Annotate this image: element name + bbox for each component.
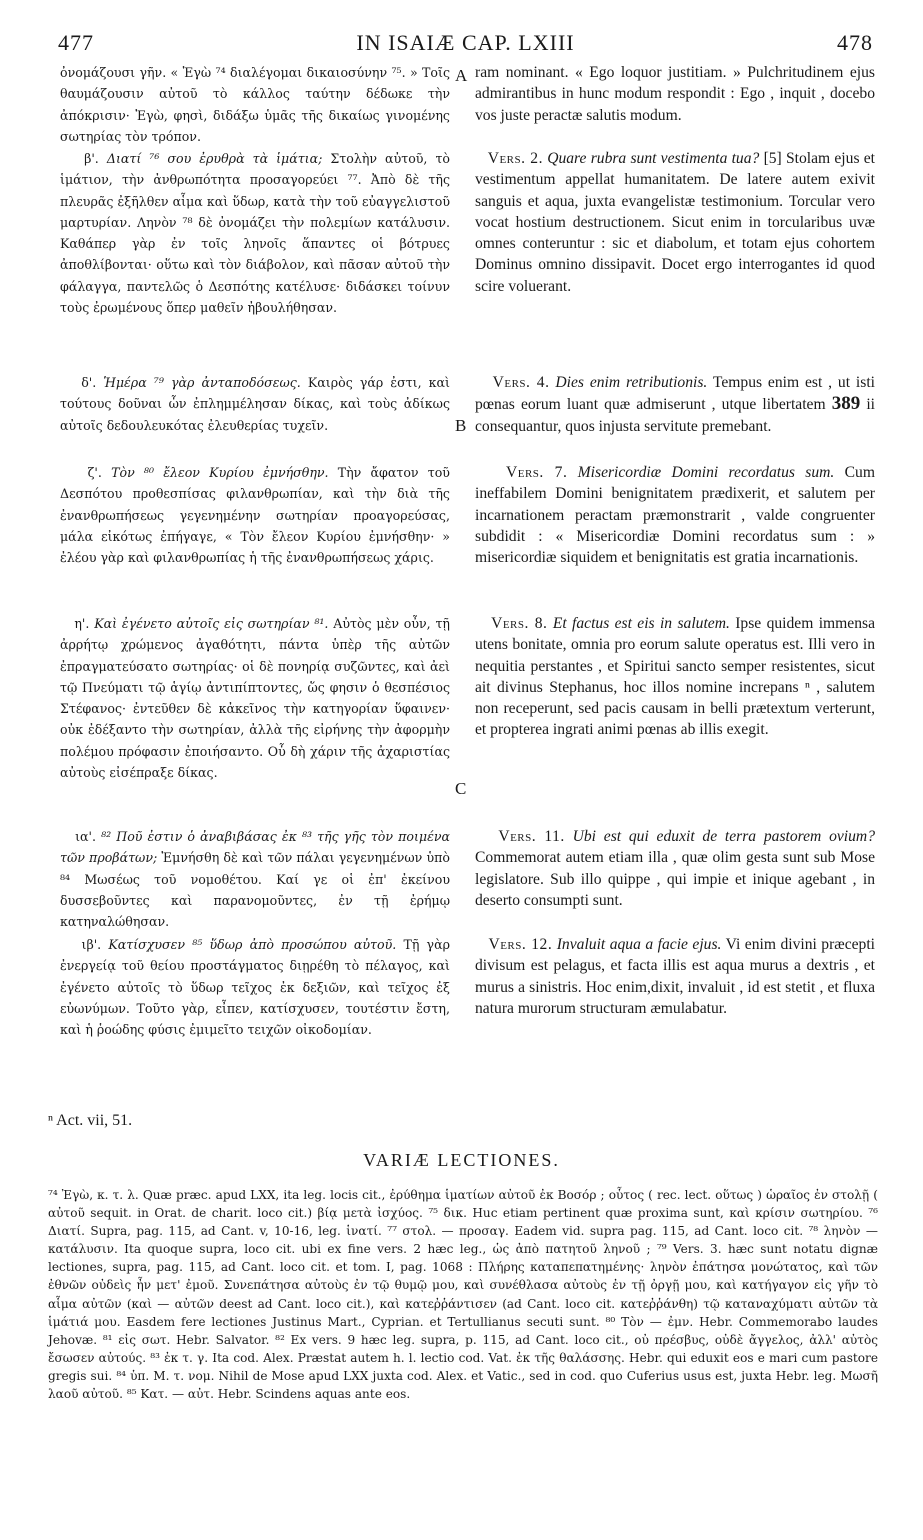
greek-paragraph-4: ζ'. Τὸν ⁸⁰ ἔλεον Κυρίου ἐμνήσθην. Τὴν ἄφατον τοῦ Δεσπότου προθεσπίσας φιλανθρωπίαν, καὶ τὴν διὰ τῆς ἐνανθρωπήσεως γεγενημένην σωτηρίαν προαγορεύσας, μάλα εἰκότως ἐπήγαγε, « Τὸν ἔλεον Κυρίου ἐμνήσθην· » ἐλέου γὰρ καὶ φιλανθρωπίας ἡ τῆς ἐνανθρωπήσεως χάρις. [60, 465, 450, 566]
greek-paragraph-1: ὀνομάζουσι γῆν. « Ἐγὼ ⁷⁴ διαλέγομαι δικαιοσύνην ⁷⁵. » Τοῖς θαυμάζουσιν αὐτοῦ τὸ κάλλος ταύτην δέδωκε τὴν ἀπόκρισιν· Ἐγὼ, φησὶ, διδάξω ὑμᾶς τῆς δικαίως γινομένης σωτηρίας τὸν τρόπον. [60, 65, 450, 144]
latin-paragraph-3: Vers. 4. Dies enim retributionis. Tempus enim est , ut isti pœnas eorum luant quæ admiserunt , utque libertatem 389 ii consequantur, quos injusta servitute premebant. [475, 374, 875, 435]
page-number-right: 478 [837, 30, 873, 55]
verse-label: Vers. 2. [487, 150, 543, 167]
latin-paragraph-2: Vers. 2. Quare rubra sunt vestimenta tua? [5] Stolam ejus et vestimentum appellat humanitatem. De latere autem exivit sanguis et aqua, juxta evangelistæ testimonium. Torcular vero vocat hostium destructionem. Sicut enim in torcularibus uvæ omnes conteruntur : sic et diabolum, et totam ejus cohortem Dominus omnino dissipavit. Docet ergo interrogantes id quod scire voluerant. [475, 150, 875, 295]
verse-label: Vers. 8. [491, 615, 548, 632]
page-title: IN ISAIÆ CAP. LXIII [356, 30, 575, 55]
lemma: Et factus est eis in salutem. [552, 615, 730, 632]
lemma: Dies enim retributionis. [555, 374, 708, 391]
migne-column-number: 389 [831, 393, 861, 415]
greek-paragraph-3: δ'. Ἡμέρα ⁷⁹ γὰρ ἀνταποδόσεως. Καιρὸς γάρ ἐστι, καὶ τούτους δοῦναι ὧν ἐπλημμέλησαν δίκας, καὶ τοὺς ἀδίκως αὐτοῖς δεδουλευκότας ἐλευθερίας τυχεῖν. [60, 375, 450, 433]
variae-lectiones-text: ⁷⁴ Ἐγὼ, κ. τ. λ. Quæ præc. apud LXX, ita leg. locis cit., ἐρύθημα ἱματίων αὐτοῦ ἐκ Βοσόρ ; οὗτος ( rec. lect. οὕτως ) ὡραῖος ἐν στολῇ ( αὐτοῦ sequit. in Orat. de charit. loco cit.) βίᾳ μετὰ ἰσχύος. ⁷⁵ δικ. Huc etiam pertinent quæ proxima sunt, καὶ κρίσιν σωτηρίου. ⁷⁶ Διατί. Supra, pag. 115, ad Cant. v, 10-16, leg. ἱνατί. ⁷⁷ στολ. — προσαγ. Eadem vid. supra pag. 115, ad Cant. loco cit. ⁷⁸ ληνὸν — κατάλυσιν. Ita quoque supra, loco cit. ubi ex fine vers. 2 hæc leg., ὡς ἀπὸ πατητοῦ ληνοῦ ; ⁷⁹ Vers. 3. hæc sunt notatu dignæ lectiones, supra, pag. 115, ad Cant. loco cit. et tom. I, pag. 1068 : Πλήρης καταπεπατημένης· ληνὸν ἐπάτησα μονώτατος, καὶ τῶν ἐθνῶν οὐδεὶς ἦν μετ' ἐμοῦ. Συνεπάτησα αὐτοὺς ἐν τῷ θυμῷ μου, καὶ συνέθλασα αὐτοὺς ἐν τῇ ὀργῇ μου, καὶ κατήγαγον εἰς γῆν τὸ αἷμα αὐτῶν (καὶ — αὐτῶν deest ad Cant. loco cit.), καὶ κατεῤῥάντισεν (ad Cant. loco cit. κατεῤῥάνθη) τῷ καταναχύματι αὐτῶν τὰ ἱμάτιά μου. Easdem fere lectiones Justinus Mart., Cyprian. et Tertullianus secuti sunt. ⁸⁰ Τὸν — ἐμν. Hebr. Commemorabo laudes Jehovæ. ⁸¹ εἰς σωτ. Hebr. Salvator. ⁸² Ex vers. 9 hæc leg. supra, p. 115, ad Cant. loco cit., οὐ πρέσβυς, οὐδὲ ἄγγελος, ἀλλ' αὐτὸς ἔσωσεν αὐτούς. ⁸³ ἐκ τ. γ. Ita cod. Alex. Præstat autem h. l. lectio cod. Vat. ἐκ τῆς θαλάσσης. Hebr. qui eduxit eos e mari cum pastore gregis sui. ⁸⁴ ὑπ. Μ. τ. νομ. Nihil de Mose apud LXX juxta cod. Alex. et Vatic., sed in cod. quo Cuferius usus est, juxta Hebr. leg. Μωσῆ λαοῦ αὐτοῦ. ⁸⁵ Κατ. — αὐτ. Hebr. Scindens aquas ante eos. [48, 1188, 878, 1402]
verse-label: Vers. 11. [498, 828, 565, 845]
lemma: Κατίσχυσεν ⁸⁵ ὕδωρ ἀπὸ προσώπου αὐτοῦ. [108, 937, 397, 952]
verse-label: Vers. 4. [492, 374, 550, 391]
margin-letter-c: C [455, 779, 467, 798]
verse-label: Vers. 7. [505, 464, 568, 481]
lemma: ⁸² Ποῦ ἐστιν ὁ ἀναβιβάσας ἐκ ⁸³ τῆς γῆς τὸν ποιμένα τῶν προβάτων; [60, 829, 450, 866]
verse-number: ιβ'. [81, 937, 102, 952]
verse-number: δ'. [81, 375, 97, 390]
latin-paragraph-4: Vers. 7. Misericordiæ Domini recordatus sum. Cum ineffabilem Domini benignitatem prædixerit, et salutem per incarnationem peractam præmonstrarit , valde congruenter subdidit : « Misericordiæ Domini recordatus sum : » misericordiæ siquidem et benignitatis est gratia incarnationis. [475, 464, 875, 567]
running-head [58, 30, 873, 56]
greek-paragraph-6: ια'. ⁸² Ποῦ ἐστιν ὁ ἀναβιβάσας ἐκ ⁸³ τῆς γῆς τὸν ποιμένα τῶν προβάτων; Ἐμνήσθη δὲ καὶ τῶν πάλαι γεγενημένων ὑπὸ ⁸⁴ Μωσέως τοῦ νομοθέτου. Καί γε οἱ ἐπ' ἐκείνου δυσσεβοῦντες καὶ παρανομοῦντες, ἐν τῇ ἐρήμῳ κατηναλώθησαν. [60, 829, 450, 930]
lemma: Καὶ ἐγένετο αὐτοῖς εἰς σωτηρίαν ⁸¹. [94, 616, 329, 631]
lemma: Ἡμέρα ⁷⁹ γὰρ ἀνταποδόσεως. [103, 375, 301, 390]
variae-lectiones-heading: VARIÆ LECTIONES. [363, 1150, 560, 1170]
latin-paragraph-7: Vers. 12. Invaluit aqua a facie ejus. Vi enim divini præcepti divisum est pelagus, et facta illis est aqua murus a dextris , et murus a sinistris. Hoc enim,dixit, invaluit , id est stetit , et fluxa natura murorum structuram æmulabatur. [475, 936, 876, 1017]
margin-letter-b: B [455, 416, 467, 435]
lemma: Quare rubra sunt vestimenta tua? [547, 150, 760, 167]
verse-number: ζ'. [87, 465, 102, 480]
lemma: Διατί ⁷⁶ σου ἐρυθρὰ τὰ ἱμάτια; [106, 151, 323, 166]
latin-paragraph-1: ram nominant. « Ego loquor justitiam. » Pulchritudinem ejus admirantibus in hunc modum respondit : Ego , inquit , docebo vos juste peractæ salutis modum. [475, 64, 875, 124]
footnote: ⁿ Act. vii, 51. [48, 1112, 133, 1129]
lemma: Ubi est qui eduxit de terra pastorem ovium? [572, 828, 875, 845]
latin-paragraph-5: Vers. 8. Et factus est eis in salutem. Ipse quidem immensa utens bonitate, omnia pro eorum salute operatus est. Illi vero in nequitia perstantes , et Spiritui sancto semper resistentes, sicut ait divinus Stephanus, hoc illos nomine increpans ⁿ , salutem non receperunt, sed pacis causam in belli prætextum verterunt, et propterea ingrati animi pœnas ab illis exegit. [475, 615, 875, 739]
lemma: Τὸν ⁸⁰ ἔλεον Κυρίου ἐμνήσθην. [111, 465, 329, 480]
latin-paragraph-6: Vers. 11. Ubi est qui eduxit de terra pastorem ovium? Commemorat autem etiam illa , quæ olim gesta sunt sub Mose legislatore. Sub illo quippe , qui impie et inique agebant , in deserto consumpti sunt. [475, 828, 875, 909]
greek-paragraph-5: η'. Καὶ ἐγένετο αὐτοῖς εἰς σωτηρίαν ⁸¹. Αὐτὸς μὲν οὖν, τῇ ἀρρήτῳ χρώμενος ἀγαθότητι, πάντα ὑπὲρ τῆς αὐτῶν ἐπραγματεύσατο σωτηρίας· οἱ δὲ πονηρίᾳ συζῶντες, καὶ ἀεὶ τῷ Πνεύματι τῷ ἁγίῳ ἀντιπίπτοντες, ὥς φησιν ὁ θεσπέσιος Στέφανος· ἐντεῦθεν δὲ κἀκεῖνος τὴν κατηγορίαν ὕφαινεν· οὐκ ἐδέξαντο τὴν σωτηρίαν, ἀλλὰ τῆς εἰρήνης τὴν ἀφορμὴν πολέμου πρόφασιν ἐποιήσαντο. Οὗ δὴ χάριν τῆς ἀχαριστίας αὐτοὺς εἰσέπραξε δίκας. [60, 616, 450, 781]
lemma: Invaluit aqua a facie ejus. [556, 936, 722, 953]
verse-number: ια'. [75, 829, 97, 844]
verse-number: β'. [84, 151, 99, 166]
greek-paragraph-2: β'. Διατί ⁷⁶ σου ἐρυθρὰ τὰ ἱμάτια; Στολὴν αὐτοῦ, τὸ ἱμάτιον, τὴν ἀνθρωπότητα προσαγορεύει ⁷⁷. Ἀπὸ δὲ τῆς πλευρᾶς ἐξῆλθεν αἷμα καὶ ὕδωρ, κατὰ τὴν τοῦ εὐαγγελιστοῦ μαρτυρίαν. Ληνὸν ⁷⁸ δὲ ὀνομάζει τὴν πολεμίων κατάλυσιν. Καθάπερ γὰρ ἐν τοῖς ληνοῖς ἅπαντες οἱ βότρυες ἀποθλίβονται· οὕτω καὶ τὸν διάβολον, καὶ πᾶσαν αὐτοῦ τὴν φάλαγγα, παντελῶς ὁ Δεσπότης κατέλυσε· διδάσκει τοίνυν τοὺς ἐρωμένους ὅπερ μαθεῖν ἠβουλήθησαν. [60, 151, 450, 316]
greek-paragraph-7: ιβ'. Κατίσχυσεν ⁸⁵ ὕδωρ ἀπὸ προσώπου αὐτοῦ. Τῇ γὰρ ἐνεργείᾳ τοῦ θείου προστάγματος διῃρέθη τὸ πέλαγος, καὶ ἐγένετο αὐτοῖς τὸ ὕδωρ τεῖχος ἐκ δεξιῶν, καὶ τεῖχος ἐξ εὐωνύμων. Τοῦτο γὰρ, εἶπεν, κατίσχυσεν, τουτέστιν ἔστη, καὶ ἡ ῥοώδης φύσις ἐμιμεῖτο τειχῶν οἰκοδομίαν. [60, 937, 450, 1038]
lemma: Misericordiæ Domini recordatus sum. [577, 464, 835, 481]
verse-label: Vers. 12. [488, 936, 553, 953]
page-number-left: 477 [58, 30, 94, 55]
verse-number: η'. [74, 616, 90, 631]
margin-letter-a: A [455, 66, 468, 85]
